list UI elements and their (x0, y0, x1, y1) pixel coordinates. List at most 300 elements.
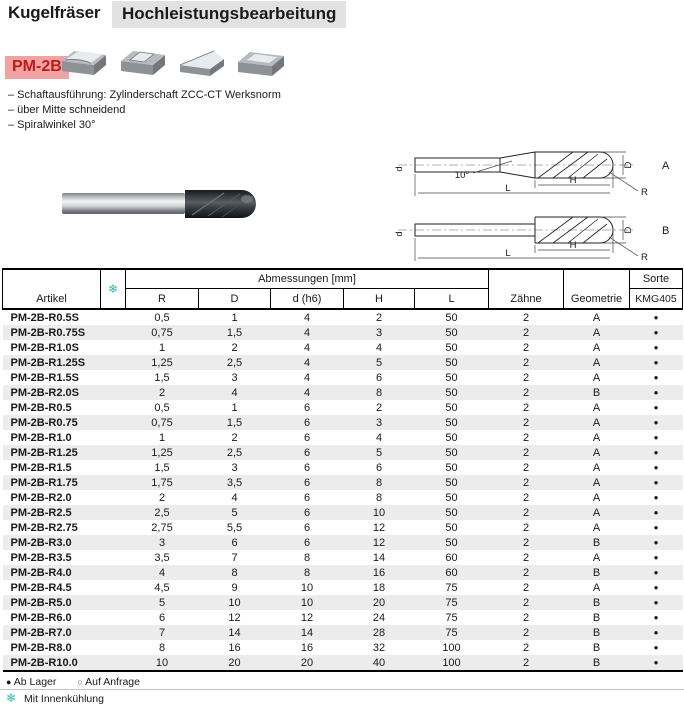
geometrie-cell: B (592, 536, 601, 549)
h-cell: 4 (375, 431, 383, 444)
coolant-cell (101, 370, 126, 385)
artikel-cell: PM-2B-R8.0 (10, 641, 72, 654)
product-photo (60, 181, 272, 227)
dim-label-L: L (505, 248, 511, 259)
availability-legend (6, 676, 140, 688)
geometrie-cell: A (592, 581, 601, 594)
l-cell: 50 (445, 416, 458, 429)
zaehne-cell: 2 (522, 611, 530, 624)
h-cell: 5 (375, 356, 383, 369)
geometrie-cell: A (592, 341, 601, 354)
d-cell: 4 (231, 491, 238, 504)
h-cell: 8 (375, 476, 383, 489)
table-row (3, 355, 683, 370)
sorte-cell: ● (653, 493, 659, 502)
geometrie-cell: B (592, 611, 601, 624)
dim-label-R: R (641, 187, 648, 198)
header-geometrie: Geometrie (564, 269, 630, 309)
r-cell: 4 (158, 566, 166, 579)
coolant-label: Mit Innenkühlung (23, 693, 104, 705)
zaehne-cell: 2 (522, 506, 530, 519)
table-row (3, 370, 683, 385)
zaehne-cell: 2 (522, 461, 530, 474)
artikel-cell: PM-2B-R3.0 (10, 536, 72, 549)
dh6-cell: 6 (303, 521, 311, 534)
coolant-cell (101, 535, 126, 550)
zaehne-cell: 2 (522, 551, 530, 564)
zaehne-cell: 2 (522, 401, 530, 414)
header-sorte: Sorte (630, 269, 683, 289)
h-cell: 3 (375, 326, 383, 339)
l-cell: 50 (445, 341, 458, 354)
dh6-cell: 6 (303, 491, 311, 504)
sorte-cell: ● (653, 568, 659, 577)
l-cell: 50 (445, 326, 458, 339)
coolant-cell (101, 385, 126, 400)
zaehne-cell: 2 (522, 416, 530, 429)
header-r: R (126, 289, 199, 310)
artikel-cell: PM-2B-R0.5S (10, 311, 79, 324)
artikel-cell: PM-2B-R0.75 (10, 416, 78, 429)
coolant-cell (101, 625, 126, 640)
d-cell: 14 (228, 626, 241, 639)
geometrie-cell: A (592, 431, 601, 444)
table-row (3, 430, 683, 445)
zaehne-cell: 2 (522, 491, 530, 504)
geometrie-cell: A (592, 311, 601, 324)
geometrie-cell: B (592, 566, 601, 579)
d-cell: 8 (231, 566, 238, 579)
l-cell: 100 (442, 641, 461, 654)
artikel-cell: PM-2B-R5.0 (10, 596, 72, 609)
dim-label-H: H (569, 240, 577, 251)
header-d: D (199, 289, 271, 310)
slot-milling-icon (117, 34, 169, 78)
coolant-cell (101, 309, 126, 325)
coolant-cell (101, 565, 126, 580)
geometrie-cell: B (592, 626, 601, 639)
r-cell: 2 (158, 491, 166, 504)
l-cell: 100 (442, 656, 461, 669)
zaehne-cell: 2 (522, 626, 530, 639)
header-dh6: d (h6) (271, 289, 344, 310)
d-cell: 10 (228, 596, 241, 609)
geometrie-cell: A (592, 491, 601, 504)
h-cell: 28 (372, 626, 386, 639)
dh6-cell: 8 (303, 566, 311, 579)
coolant-legend (6, 691, 104, 705)
artikel-cell: PM-2B-R0.75S (10, 326, 86, 339)
zaehne-cell: 2 (522, 341, 530, 354)
zaehne-cell: 2 (522, 521, 530, 534)
dh6-cell: 8 (303, 551, 311, 564)
snowflake-icon: ❄ (107, 282, 119, 296)
dim-label-D: D (623, 161, 634, 169)
dim-label-D: D (623, 226, 634, 234)
table-row (3, 550, 683, 565)
geometrie-cell: A (592, 416, 601, 429)
coolant-cell (101, 400, 126, 415)
d-cell: 6 (231, 536, 238, 549)
sorte-cell: ● (653, 343, 659, 352)
d-cell: 12 (228, 611, 241, 624)
sorte-cell: ● (653, 403, 659, 412)
r-cell: 4,5 (154, 581, 170, 594)
h-cell: 2 (375, 401, 383, 414)
r-cell: 1,5 (154, 461, 170, 474)
geometrie-cell: A (592, 461, 601, 474)
coolant-cell (101, 445, 126, 460)
artikel-cell: PM-2B-R1.5S (10, 371, 79, 384)
on-request-label: Auf Anfrage (85, 676, 140, 688)
zaehne-cell: 2 (522, 326, 530, 339)
artikel-cell: PM-2B-R2.75 (10, 521, 78, 534)
dh6-cell: 16 (300, 641, 314, 654)
dim-label-R: R (641, 252, 648, 263)
artikel-cell: PM-2B-R10.0 (10, 656, 78, 669)
table-row (3, 400, 683, 415)
geometrie-cell: A (592, 356, 601, 369)
zaehne-cell: 2 (522, 356, 530, 369)
geometrie-cell: A (592, 551, 601, 564)
d-cell: 2,5 (226, 446, 243, 459)
sorte-cell: ● (653, 553, 659, 562)
zaehne-cell: 2 (522, 476, 530, 489)
coolant-cell (101, 655, 126, 671)
coolant-cell (101, 610, 126, 625)
d-cell: 2 (231, 341, 238, 354)
geometrie-cell: B (592, 386, 601, 399)
feature-item: – über Mitte schneidend (8, 104, 126, 116)
l-cell: 50 (445, 431, 458, 444)
dh6-cell: 4 (303, 356, 311, 369)
d-cell: 3 (231, 371, 238, 384)
artikel-cell: PM-2B-R2.0 (10, 491, 72, 504)
dh6-cell: 6 (303, 416, 311, 429)
table-row (3, 535, 683, 550)
coolant-cell (101, 355, 126, 370)
sorte-cell: ● (653, 463, 659, 472)
d-cell: 3,5 (226, 476, 243, 489)
artikel-cell: PM-2B-R6.0 (10, 611, 72, 624)
r-cell: 0,75 (151, 416, 173, 429)
l-cell: 50 (445, 461, 458, 474)
l-cell: 75 (445, 611, 458, 624)
sorte-cell: ● (653, 358, 659, 367)
table-row (3, 610, 683, 625)
variant-b-label: B (662, 225, 670, 237)
dh6-cell: 20 (300, 656, 314, 669)
technical-drawing-a (390, 139, 680, 203)
geometrie-cell: A (592, 371, 601, 384)
geometrie-cell: A (592, 401, 601, 414)
table-row (3, 505, 683, 520)
coolant-cell (101, 460, 126, 475)
coolant-cell (101, 490, 126, 505)
l-cell: 50 (445, 401, 458, 414)
zaehne-cell: 2 (522, 386, 530, 399)
d-cell: 16 (228, 641, 241, 654)
artikel-cell: PM-2B-R4.5 (10, 581, 72, 594)
coolant-cell (101, 505, 126, 520)
zaehne-cell: 2 (522, 446, 530, 459)
r-cell: 2,5 (154, 506, 170, 519)
sorte-cell: ● (653, 658, 659, 667)
coolant-cell (101, 475, 126, 490)
dimensions-table (2, 268, 683, 672)
dh6-cell: 14 (300, 626, 314, 639)
l-cell: 50 (445, 536, 458, 549)
geometrie-cell: A (592, 446, 601, 459)
dh6-cell: 4 (303, 326, 311, 339)
table-header (3, 269, 683, 309)
header-artikel: Artikel (3, 269, 101, 309)
l-cell: 60 (445, 566, 458, 579)
d-cell: 2 (231, 431, 238, 444)
variant-a-label: A (662, 160, 670, 172)
dim-label-H: H (569, 175, 577, 186)
table-row (3, 460, 683, 475)
artikel-cell: PM-2B-R0.5 (10, 401, 72, 414)
table-row (3, 385, 683, 400)
l-cell: 50 (445, 386, 458, 399)
page-title: Kugelfräser (8, 3, 101, 22)
dh6-cell: 6 (303, 536, 311, 549)
geometrie-cell: A (592, 326, 601, 339)
table-body (3, 309, 683, 671)
header-coolant (101, 269, 126, 309)
in-stock-label: Ab Lager (13, 676, 57, 688)
l-cell: 50 (445, 371, 458, 384)
dh6-cell: 6 (303, 506, 311, 519)
coolant-cell (101, 580, 126, 595)
h-cell: 40 (372, 656, 386, 669)
r-cell: 2,75 (151, 521, 173, 534)
feature-item: – Spiralwinkel 30° (8, 119, 96, 131)
geometrie-cell: B (592, 641, 601, 654)
r-cell: 5 (158, 596, 166, 609)
category-tab: Hochleistungsbearbeitung (112, 1, 346, 28)
d-cell: 2,5 (226, 356, 243, 369)
coolant-cell (101, 520, 126, 535)
r-cell: 1,5 (154, 371, 170, 384)
dh6-cell: 10 (300, 596, 314, 609)
dh6-cell: 6 (303, 476, 311, 489)
sorte-cell: ● (653, 388, 659, 397)
d-cell: 5,5 (226, 521, 243, 534)
dh6-cell: 4 (303, 386, 311, 399)
d-cell: 1,5 (226, 416, 243, 429)
h-cell: 24 (372, 611, 386, 624)
r-cell: 3,5 (154, 551, 170, 564)
d-cell: 9 (231, 581, 238, 594)
d-cell: 3 (231, 461, 238, 474)
h-cell: 8 (375, 491, 383, 504)
zaehne-cell: 2 (522, 371, 530, 384)
dh6-cell: 10 (300, 581, 314, 594)
r-cell: 1,25 (151, 446, 173, 459)
coolant-cell (101, 415, 126, 430)
sorte-cell: ● (653, 598, 659, 607)
sorte-cell: ● (653, 508, 659, 517)
dh6-cell: 4 (303, 311, 311, 324)
sorte-cell: ● (653, 583, 659, 592)
h-cell: 20 (372, 596, 386, 609)
table-row (3, 325, 683, 340)
r-cell: 1 (158, 341, 166, 354)
table-row (3, 415, 683, 430)
dim-label-L: L (505, 183, 511, 194)
table-row (3, 580, 683, 595)
header-zaehne: Zähne (489, 269, 564, 309)
dh6-cell: 6 (303, 401, 311, 414)
geometrie-cell: A (592, 521, 601, 534)
sorte-cell: ● (653, 418, 659, 427)
artikel-cell: PM-2B-R2.5 (10, 506, 72, 519)
artikel-cell: PM-2B-R3.5 (10, 551, 72, 564)
sorte-cell: ● (653, 643, 659, 652)
r-cell: 3 (158, 536, 166, 549)
r-cell: 0,5 (154, 401, 170, 414)
table-row (3, 309, 683, 325)
product-code-badge: PM-2B (5, 56, 69, 79)
coolant-cell (101, 340, 126, 355)
r-cell: 6 (158, 611, 166, 624)
feature-list (8, 88, 281, 133)
pocket-milling-icon (235, 34, 287, 78)
h-cell: 6 (375, 371, 383, 384)
r-cell: 10 (155, 656, 169, 669)
artikel-cell: PM-2B-R1.5 (10, 461, 72, 474)
d-cell: 1 (231, 401, 238, 414)
dim-label-d: d (394, 166, 405, 172)
r-cell: 1,75 (151, 476, 173, 489)
artikel-cell: PM-2B-R1.25 (10, 446, 78, 459)
table-row (3, 565, 683, 580)
h-cell: 5 (375, 446, 383, 459)
geometrie-cell: B (592, 596, 601, 609)
artikel-cell: PM-2B-R7.0 (10, 626, 72, 639)
l-cell: 50 (445, 521, 458, 534)
zaehne-cell: 2 (522, 641, 530, 654)
artikel-cell: PM-2B-R1.0S (10, 341, 79, 354)
artikel-cell: PM-2B-R1.75 (10, 476, 78, 489)
h-cell: 8 (375, 386, 383, 399)
table-row (3, 340, 683, 355)
l-cell: 50 (445, 506, 458, 519)
legend-divider (0, 689, 684, 690)
sorte-cell: ● (653, 613, 659, 622)
sorte-cell: ● (653, 313, 659, 322)
r-cell: 0,75 (151, 326, 173, 339)
artikel-cell: PM-2B-R1.25S (10, 356, 86, 369)
d-cell: 7 (231, 551, 238, 564)
sorte-cell: ● (653, 538, 659, 547)
geometrie-cell: B (592, 656, 601, 669)
sorte-cell: ● (653, 478, 659, 487)
sorte-cell: ● (653, 628, 659, 637)
radius-groove-icon (58, 34, 110, 78)
dh6-cell: 6 (303, 431, 311, 444)
dh6-cell: 6 (303, 461, 311, 474)
zaehne-cell: 2 (522, 596, 530, 609)
l-cell: 50 (445, 476, 458, 489)
table-row (3, 475, 683, 490)
dh6-cell: 12 (300, 611, 314, 624)
sorte-cell: ● (653, 523, 659, 532)
header-h: H (344, 289, 415, 310)
l-cell: 75 (445, 626, 458, 639)
sorte-cell: ● (653, 433, 659, 442)
d-cell: 5 (231, 506, 238, 519)
ramp-profile-icon (176, 34, 228, 78)
table-row (3, 655, 683, 671)
dh6-cell: 4 (303, 341, 311, 354)
h-cell: 12 (372, 521, 386, 534)
coolant-cell (101, 430, 126, 445)
r-cell: 1 (158, 431, 166, 444)
l-cell: 75 (445, 581, 458, 594)
table-row (3, 445, 683, 460)
d-cell: 1,5 (226, 326, 243, 339)
dim-label-d: d (394, 231, 405, 237)
header-grade: KMG405 (630, 289, 683, 310)
d-cell: 4 (231, 386, 238, 399)
d-cell: 20 (228, 656, 241, 669)
l-cell: 50 (445, 311, 458, 324)
header-l: L (415, 289, 489, 310)
technical-drawing-b (390, 204, 680, 268)
geometrie-cell: A (592, 506, 601, 519)
l-cell: 50 (445, 446, 458, 459)
table-row (3, 625, 683, 640)
header-abmessungen: Abmessungen [mm] (126, 269, 489, 289)
h-cell: 14 (372, 551, 386, 564)
r-cell: 8 (158, 641, 166, 654)
table-row (3, 490, 683, 505)
coolant-cell (101, 325, 126, 340)
h-cell: 32 (372, 641, 386, 654)
coolant-cell (101, 640, 126, 655)
l-cell: 50 (445, 356, 458, 369)
application-icons (58, 34, 287, 78)
sorte-cell: ● (653, 373, 659, 382)
l-cell: 60 (445, 551, 458, 564)
dh6-cell: 4 (303, 371, 311, 384)
h-cell: 3 (375, 416, 383, 429)
zaehne-cell: 2 (522, 656, 530, 669)
zaehne-cell: 2 (522, 536, 530, 549)
dh6-cell: 6 (303, 446, 311, 459)
sorte-cell: ● (653, 448, 659, 457)
dim-label-angle: 10° (454, 170, 470, 181)
in-stock-icon: ● (6, 677, 12, 687)
h-cell: 12 (372, 536, 386, 549)
l-cell: 75 (445, 596, 458, 609)
table-row (3, 640, 683, 655)
h-cell: 4 (375, 341, 383, 354)
r-cell: 0,5 (154, 311, 170, 324)
r-cell: 1,25 (151, 356, 173, 369)
h-cell: 16 (372, 566, 386, 579)
h-cell: 10 (372, 506, 386, 519)
h-cell: 18 (372, 581, 386, 594)
table-row (3, 595, 683, 610)
table-row (3, 520, 683, 535)
zaehne-cell: 2 (522, 311, 530, 324)
zaehne-cell: 2 (522, 566, 530, 579)
h-cell: 2 (375, 311, 383, 324)
